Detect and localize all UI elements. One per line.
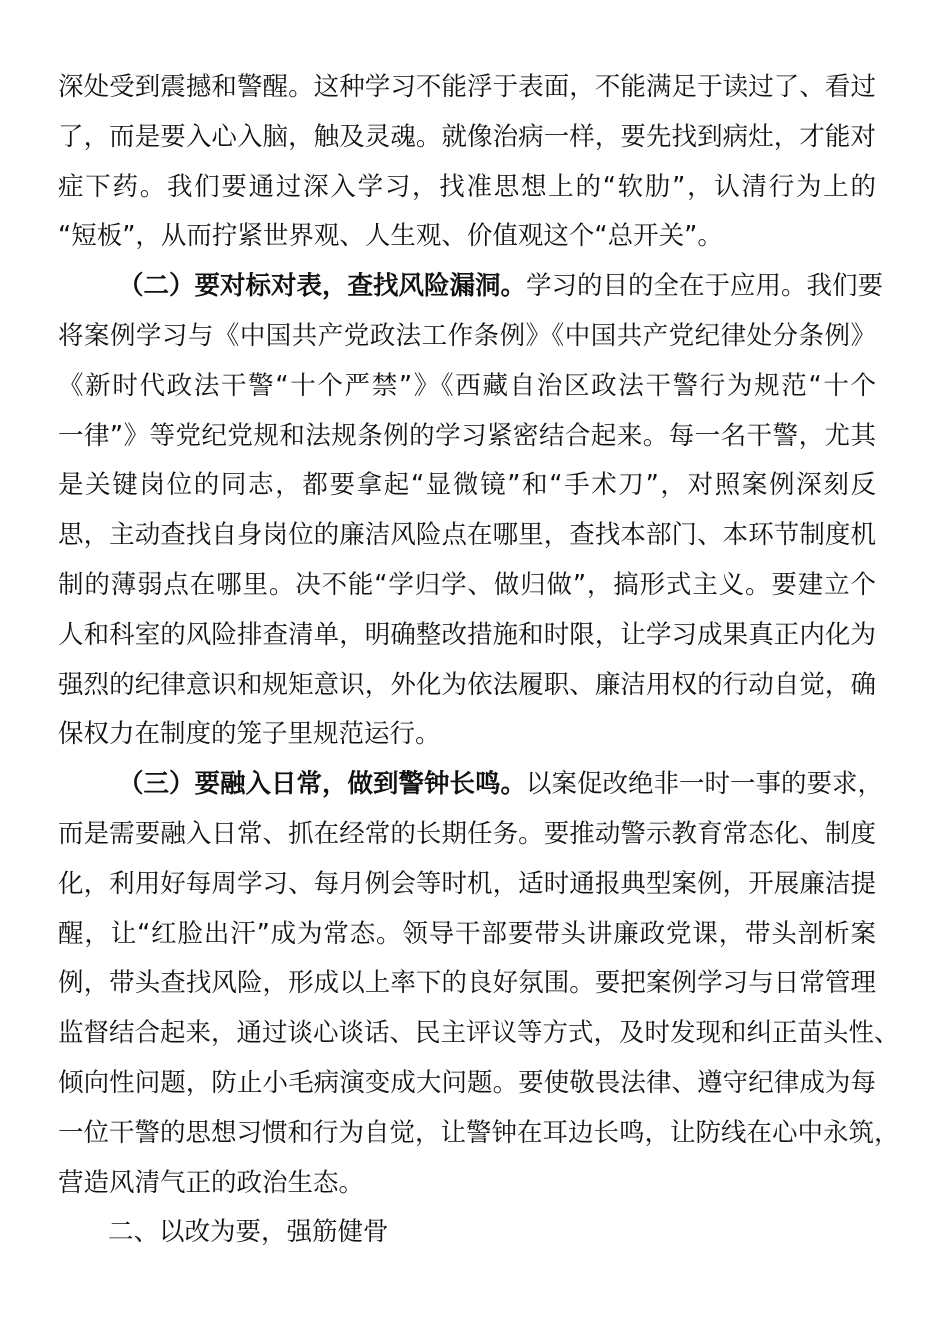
text-line (58, 262, 884, 312)
subheading: （三）要融入日常，做到警钟长鸣。 (118, 769, 527, 800)
text-line: 倾向性问题，防止小毛病演变成大问题。要使敬畏法律、遵守纪律成为每 (58, 1067, 876, 1098)
text-span: 以案促改绝非一时一事的要求， (526, 769, 884, 800)
text-line: 是关键岗位的同志，都要拿起“显微镜”和“手术刀”，对照案例深刻反 (58, 470, 876, 501)
text-line: 了，而是要入心入脑，触及灵魂。就像治病一样，要先找到病灶，才能对 (58, 121, 876, 152)
text-line: 化，利用好每周学习、每月例会等时机，适时通报典型案例，开展廉洁提 (58, 868, 876, 899)
text-line: 制的薄弱点在哪里。决不能“学归学、做归做”，搞形式主义。要建立个 (58, 569, 876, 600)
section-heading: 二、以改为要，强筋健骨 (108, 1217, 389, 1248)
text-line: 一位干警的思想习惯和行为自觉，让警钟在耳边长鸣，让防线在心中永筑， (58, 1117, 900, 1148)
paragraph-continued (58, 63, 876, 262)
subheading: （二）要对标对表，查找风险漏洞。 (118, 271, 527, 302)
text-line: 人和科室的风险排查清单，明确整改措施和时限，让学习成果真正内化为 (58, 619, 876, 650)
paragraph-2 (58, 262, 884, 760)
text-line: 营造风清气正的政治生态。 (58, 1167, 365, 1198)
text-line: 强烈的纪律意识和规矩意识，外化为依法履职、廉洁用权的行动自觉，确 (58, 669, 876, 700)
text-line: “短板”，从而拧紧世界观、人生观、价值观这个“总开关”。 (58, 221, 723, 252)
text-line: 深处受到震撼和警醒。这种学习不能浮于表面，不能满足于读过了、看过 (58, 72, 876, 102)
text-span: 学习的目的全在于应用。我们要 (526, 271, 884, 302)
text-line: 例，带头查找风险，形成以上率下的良好氛围。要把案例学习与日常管理 (58, 968, 876, 999)
text-line: 思，主动查找自身岗位的廉洁风险点在哪里，查找本部门、本环节制度机 (58, 520, 876, 551)
paragraph-3 (58, 760, 900, 1208)
text-line: 监督结合起来，通过谈心谈话、民主评议等方式，及时发现和纠正苗头性、 (58, 1018, 900, 1049)
text-line: 保权力在制度的笼子里规范运行。 (58, 719, 441, 750)
text-line: 而是需要融入日常、抓在经常的长期任务。要推动警示教育常态化、制度 (58, 818, 876, 849)
document-page (58, 63, 900, 1258)
text-line: 一律”》等党纪党规和法规条例的学习紧密结合起来。每一名干警，尤其 (58, 420, 876, 451)
text-line: 症下药。我们要通过深入学习，找准思想上的“软肋”，认清行为上的 (58, 171, 876, 202)
text-line: 将案例学习与《中国共产党政法工作条例》《中国共产党纪律处分条例》 (58, 320, 876, 351)
text-line: 醒，让“红脸出汗”成为常态。领导干部要带头讲廉政党课，带头剖析案 (58, 918, 876, 949)
text-line (58, 760, 884, 810)
text-line: 《新时代政法干警“十个严禁”》《西藏自治区政法干警行为规范“十个 (58, 370, 876, 401)
